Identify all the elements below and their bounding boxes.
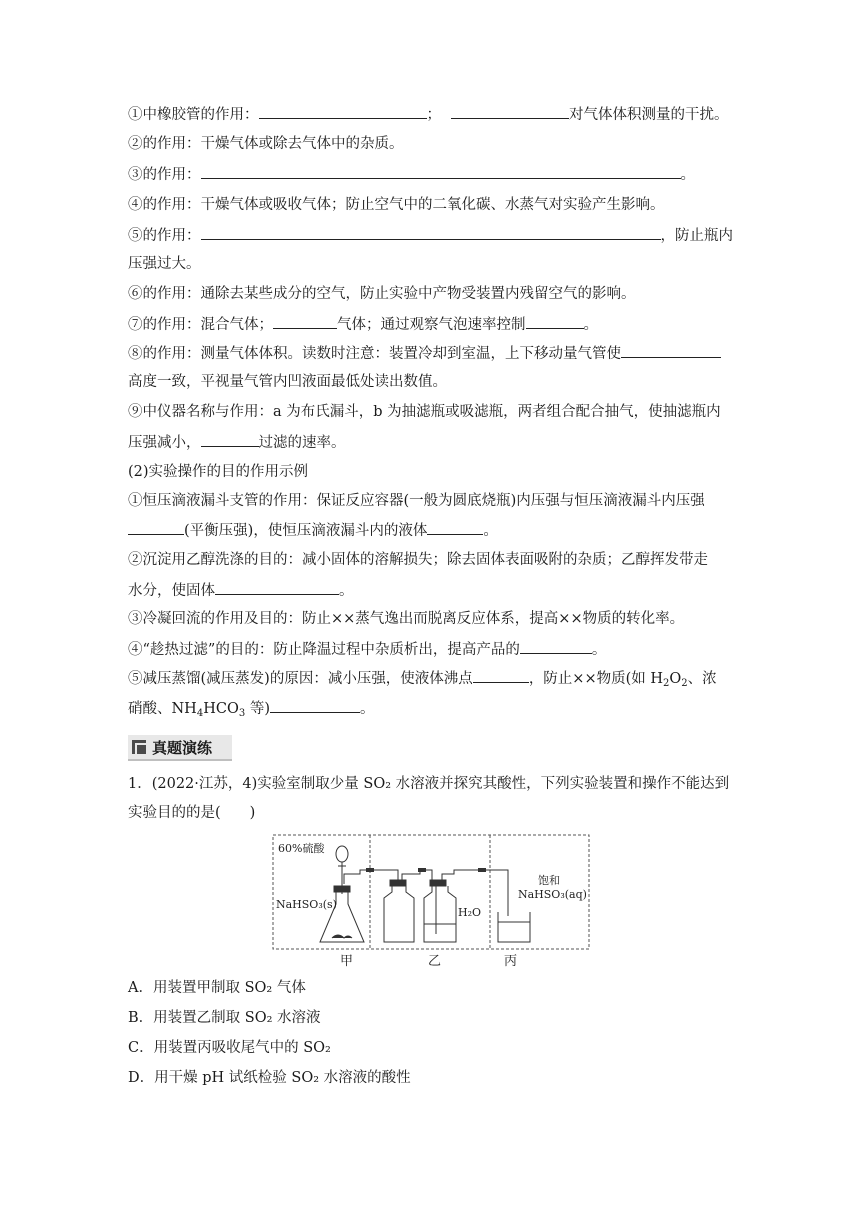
device-bing-label: 丙 xyxy=(504,954,518,968)
text-line xyxy=(128,225,738,246)
option-letter: A． xyxy=(128,980,153,996)
text-segment: ①中橡胶管的作用： xyxy=(128,107,259,123)
subscript: 3 xyxy=(238,708,246,719)
text-segment: ④“趁热过滤”的目的：防止降温过程中杂质析出，提高产品的 xyxy=(128,642,520,658)
section-title: 真题演练 xyxy=(152,739,213,757)
text-segment: 等) xyxy=(245,701,271,717)
text-segment: 。 xyxy=(680,167,695,183)
text-line xyxy=(128,668,738,689)
text-line: ③冷凝回流的作用及目的：防止××蒸气逸出而脱离反应体系，提高××物质的转化率。 xyxy=(128,611,685,627)
question-stem: 实验目的的是( ) xyxy=(128,805,256,821)
answer-blank xyxy=(427,520,483,535)
text-segment: ，防止瓶内 xyxy=(660,228,733,244)
answer-blank xyxy=(621,343,721,358)
beaker-apparatus xyxy=(498,912,530,942)
device-jia-label: 甲 xyxy=(340,954,354,968)
answer-blank xyxy=(215,580,339,595)
text-segment: 对气体体积测量的干扰。 xyxy=(569,107,729,123)
text-line xyxy=(128,164,738,185)
answer-blank xyxy=(520,639,592,654)
text-line xyxy=(128,520,738,541)
section-marker-icon xyxy=(132,740,146,754)
text-segment: ； xyxy=(426,107,441,123)
saturated-label: 饱和 xyxy=(538,874,560,887)
text-line xyxy=(128,104,738,125)
text-line xyxy=(128,314,738,335)
answer-blank xyxy=(526,314,584,329)
text-segment: ，防止××物质(如 H xyxy=(528,671,664,687)
text-line: ⑥的作用：通除去某些成分的空气，防止实验中产物受装置内残留空气的影响。 xyxy=(128,286,636,302)
subscript: 4 xyxy=(196,708,204,719)
option-letter: C． xyxy=(128,1040,154,1056)
text-segment: ⑤减压蒸馏(减压蒸发)的原因：减小压强，使液体沸点 xyxy=(128,671,473,687)
text-line: ④的作用：干燥气体或吸收气体；防止空气中的二氧化碳、水蒸气对实验产生影响。 xyxy=(128,197,665,213)
text-line xyxy=(128,639,738,660)
device-yi-label: 乙 xyxy=(428,954,442,968)
option-a[interactable] xyxy=(128,978,738,998)
text-segment: (平衡压强)，使恒压滴液漏斗内的液体 xyxy=(184,523,428,539)
answer-blank xyxy=(273,314,337,329)
text-segment: 。 xyxy=(583,317,598,333)
answer-blank xyxy=(201,432,259,447)
answer-blank xyxy=(128,520,184,535)
text-line xyxy=(128,580,738,601)
text-line: ①恒压滴液漏斗支管的作用：保证反应容器(一般为圆底烧瓶)内压强与恒压滴液漏斗内压强 xyxy=(128,493,705,509)
option-letter: B． xyxy=(128,1010,154,1026)
text-line: ⑨中仪器名称与作用：a 为布氏漏斗，b 为抽滤瓶或吸滤瓶，两者组合配合抽气，使抽滤瓶内 xyxy=(128,404,721,420)
answer-blank xyxy=(201,164,681,179)
option-text: 用干燥 pH 试纸检验 SO₂ 水溶液的酸性 xyxy=(154,1070,411,1086)
bottle-apparatus xyxy=(372,870,508,942)
subscript: 2 xyxy=(681,678,688,689)
text-line xyxy=(128,432,738,453)
text-segment: O xyxy=(669,671,682,687)
section-header xyxy=(128,735,232,761)
text-segment: 压强减小， xyxy=(128,435,201,451)
option-text: 用装置乙制取 SO₂ 水溶液 xyxy=(153,1010,321,1026)
text-segment: ③的作用： xyxy=(128,167,201,183)
answer-blank xyxy=(473,668,529,683)
text-segment: ⑦的作用：混合气体； xyxy=(128,317,273,333)
answer-blank xyxy=(201,225,661,240)
subscript: 2 xyxy=(663,678,670,689)
text-segment: 、浓 xyxy=(687,671,717,687)
option-text: 用装置甲制取 SO₂ 气体 xyxy=(152,980,306,996)
solid-label: NaHSO₃(s) xyxy=(276,898,337,911)
text-segment: 。 xyxy=(483,523,498,539)
text-line: ②沉淀用乙醇洗涤的目的：减小固体的溶解损失；除去固体表面吸附的杂质；乙醇挥发带走 xyxy=(128,552,708,568)
option-b[interactable] xyxy=(128,1008,738,1028)
option-d[interactable] xyxy=(128,1068,738,1088)
text-line: ②的作用：干燥气体或除去气体中的杂质。 xyxy=(128,136,404,152)
text-segment: 硝酸、NH xyxy=(128,701,197,717)
text-segment: HCO xyxy=(203,701,239,717)
text-segment: 水分，使固体 xyxy=(128,583,215,599)
text-segment: 过滤的速率。 xyxy=(258,435,346,451)
answer-blank xyxy=(270,698,360,713)
text-segment: ⑧的作用：测量气体体积。读数时注意：装置冷却到室温，上下移动量气管使 xyxy=(128,346,621,362)
text-line xyxy=(128,698,738,719)
text-segment: ⑤的作用： xyxy=(128,228,201,244)
flask-apparatus xyxy=(320,846,372,942)
text-line xyxy=(128,343,738,364)
text-line: 高度一致，平视量气管内凹液面最低处读出数值。 xyxy=(128,374,447,390)
answer-blank xyxy=(259,104,427,119)
acid-label: 60%硫酸 xyxy=(278,842,325,855)
text-segment: 。 xyxy=(591,642,607,658)
water-label: H₂O xyxy=(458,906,482,919)
text-segment: 气体；通过观察气泡速率控制 xyxy=(337,317,526,333)
answer-blank xyxy=(451,104,569,119)
option-text: 用装置丙吸收尾气中的 SO₂ xyxy=(153,1040,331,1056)
text-segment: 。 xyxy=(339,583,354,599)
question-stem: 1．(2022·江苏，4)实验室制取少量 SO₂ 水溶液并探究其酸性，下列实验装置和操作不能达到 xyxy=(128,776,730,792)
solution-label: NaHSO₃(aq) xyxy=(518,888,587,901)
text-segment: 。 xyxy=(360,701,375,717)
option-c[interactable] xyxy=(128,1038,738,1058)
text-line: 压强过大。 xyxy=(128,256,201,272)
text-line: (2)实验操作的目的作用示例 xyxy=(128,464,309,480)
option-letter: D． xyxy=(128,1070,155,1086)
apparatus-figure xyxy=(272,834,590,968)
